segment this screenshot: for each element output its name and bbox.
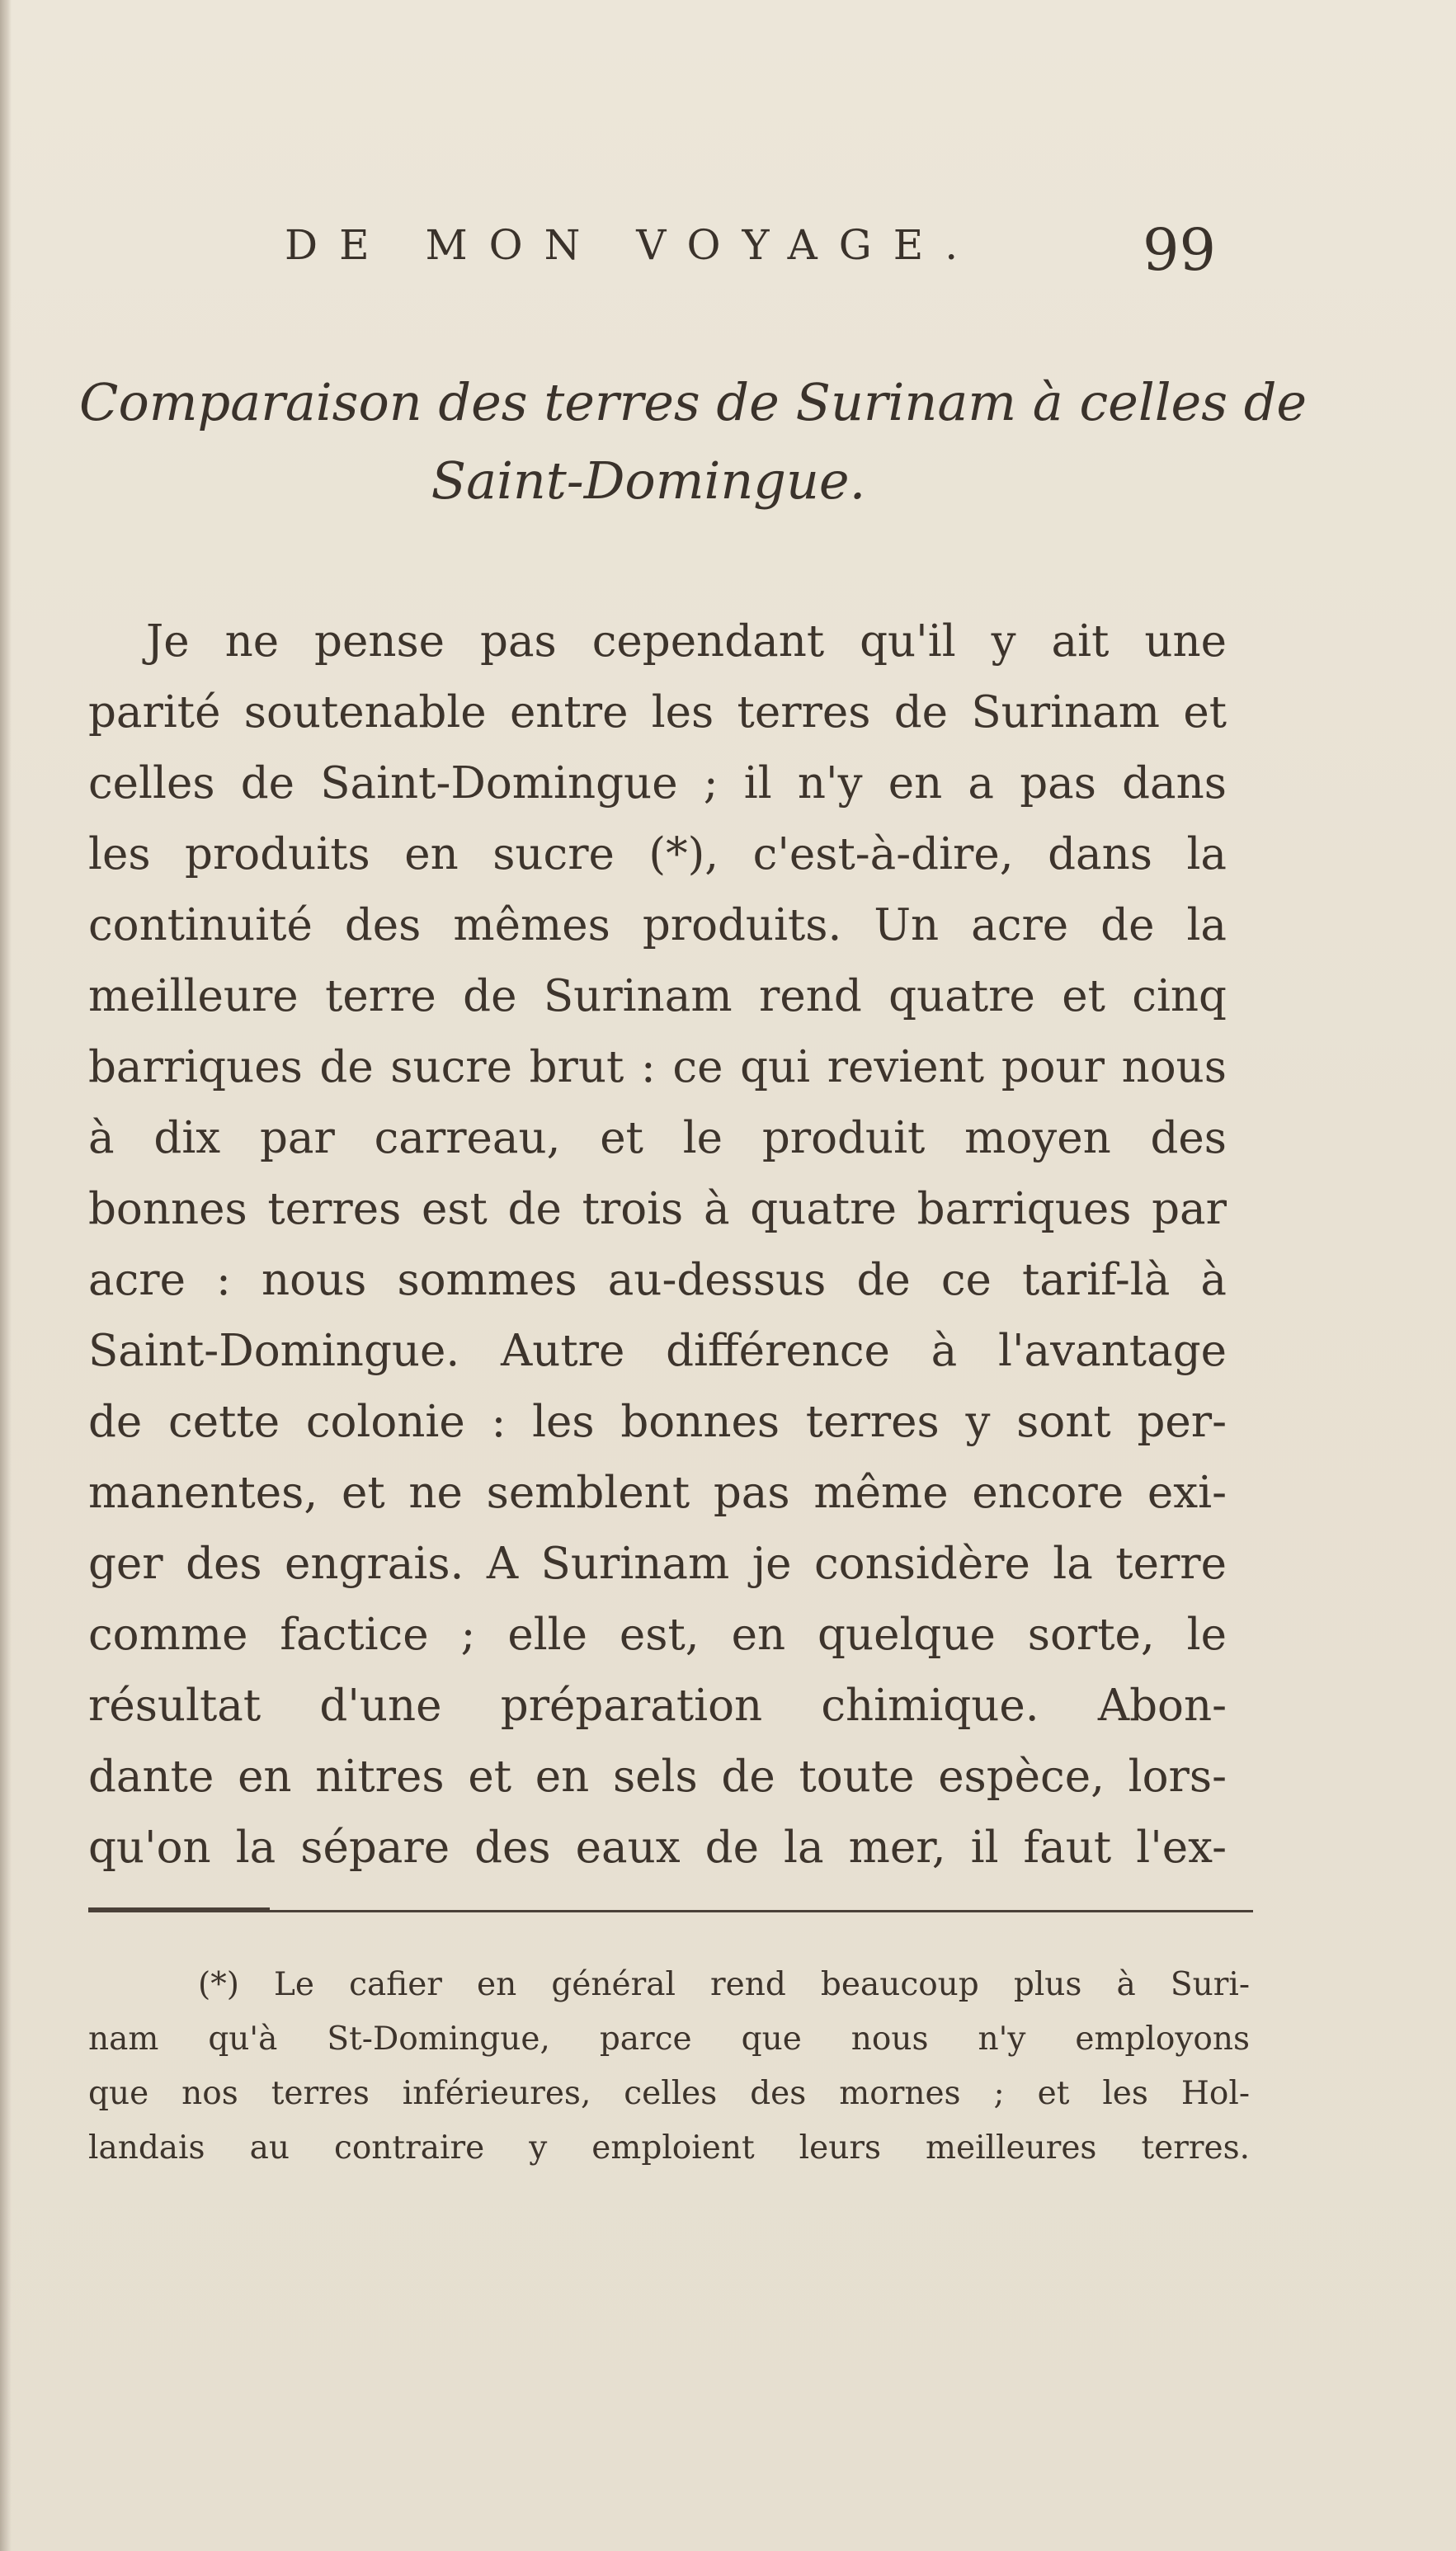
body-line: les produits en sucre (*), c'est-à-dire, dans la — [88, 829, 1227, 879]
body-line: de cette colonie : les bonnes terres y sont per- — [88, 1397, 1227, 1447]
footnote-line: (*) Le cafier en général rend beaucoup plus à Suri- — [198, 1966, 1250, 2003]
body-line: qu'on la sépare des eaux de la mer, il faut l'ex- — [88, 1822, 1227, 1873]
body-line: à dix par carreau, et le produit moyen des — [88, 1113, 1227, 1163]
body-line: celles de Saint-Domingue ; il n'y en a pas dans — [88, 758, 1227, 809]
body-line: Je ne pense pas cependant qu'il y ait une — [146, 616, 1227, 667]
running-head: DE MON VOYAGE. — [285, 221, 980, 269]
footnote-separator-rule — [88, 1910, 1253, 1912]
footnote-line: que nos terres inférieures, celles des mornes ; et les Hol- — [88, 2075, 1250, 2112]
body-line: résultat d'une préparation chimique. Abon- — [88, 1681, 1227, 1731]
page-binding-edge — [0, 0, 12, 2551]
body-line: comme factice ; elle est, en quelque sorte, le — [88, 1610, 1227, 1660]
page-number: 99 — [1143, 216, 1217, 284]
section-title-line: Saint-Domingue. — [431, 450, 866, 511]
body-line: parité soutenable entre les terres de Surinam et — [88, 687, 1227, 738]
body-line: Saint-Domingue. Autre différence à l'avantage — [88, 1326, 1227, 1376]
body-line: continuité des mêmes produits. Un acre de la — [88, 900, 1227, 950]
footnote-line: landais au contraire y emploient leurs meilleures terres. — [88, 2129, 1250, 2167]
body-paragraph — [88, 606, 1227, 1884]
body-line: meilleure terre de Surinam rend quatre et cinq — [88, 971, 1227, 1021]
body-line: dante en nitres et en sels de toute espèce, lors- — [88, 1752, 1227, 1802]
body-line: ger des engrais. A Surinam je considère la terre — [88, 1539, 1227, 1589]
body-line: acre : nous sommes au-dessus de ce tarif-là à — [88, 1255, 1227, 1305]
body-line: barriques de sucre brut : ce qui revient pour nous — [88, 1042, 1227, 1092]
section-title-line: Comparaison des terres de Surinam à celles de — [79, 372, 1308, 432]
section-title — [79, 363, 1308, 520]
footnote — [88, 1958, 1250, 2176]
footnote-line: nam qu'à St-Domingue, parce que nous n'y employons — [88, 2021, 1250, 2058]
body-line: manentes, et ne semblent pas même encore exi- — [88, 1468, 1227, 1518]
body-line: bonnes terres est de trois à quatre barriques par — [88, 1184, 1227, 1234]
